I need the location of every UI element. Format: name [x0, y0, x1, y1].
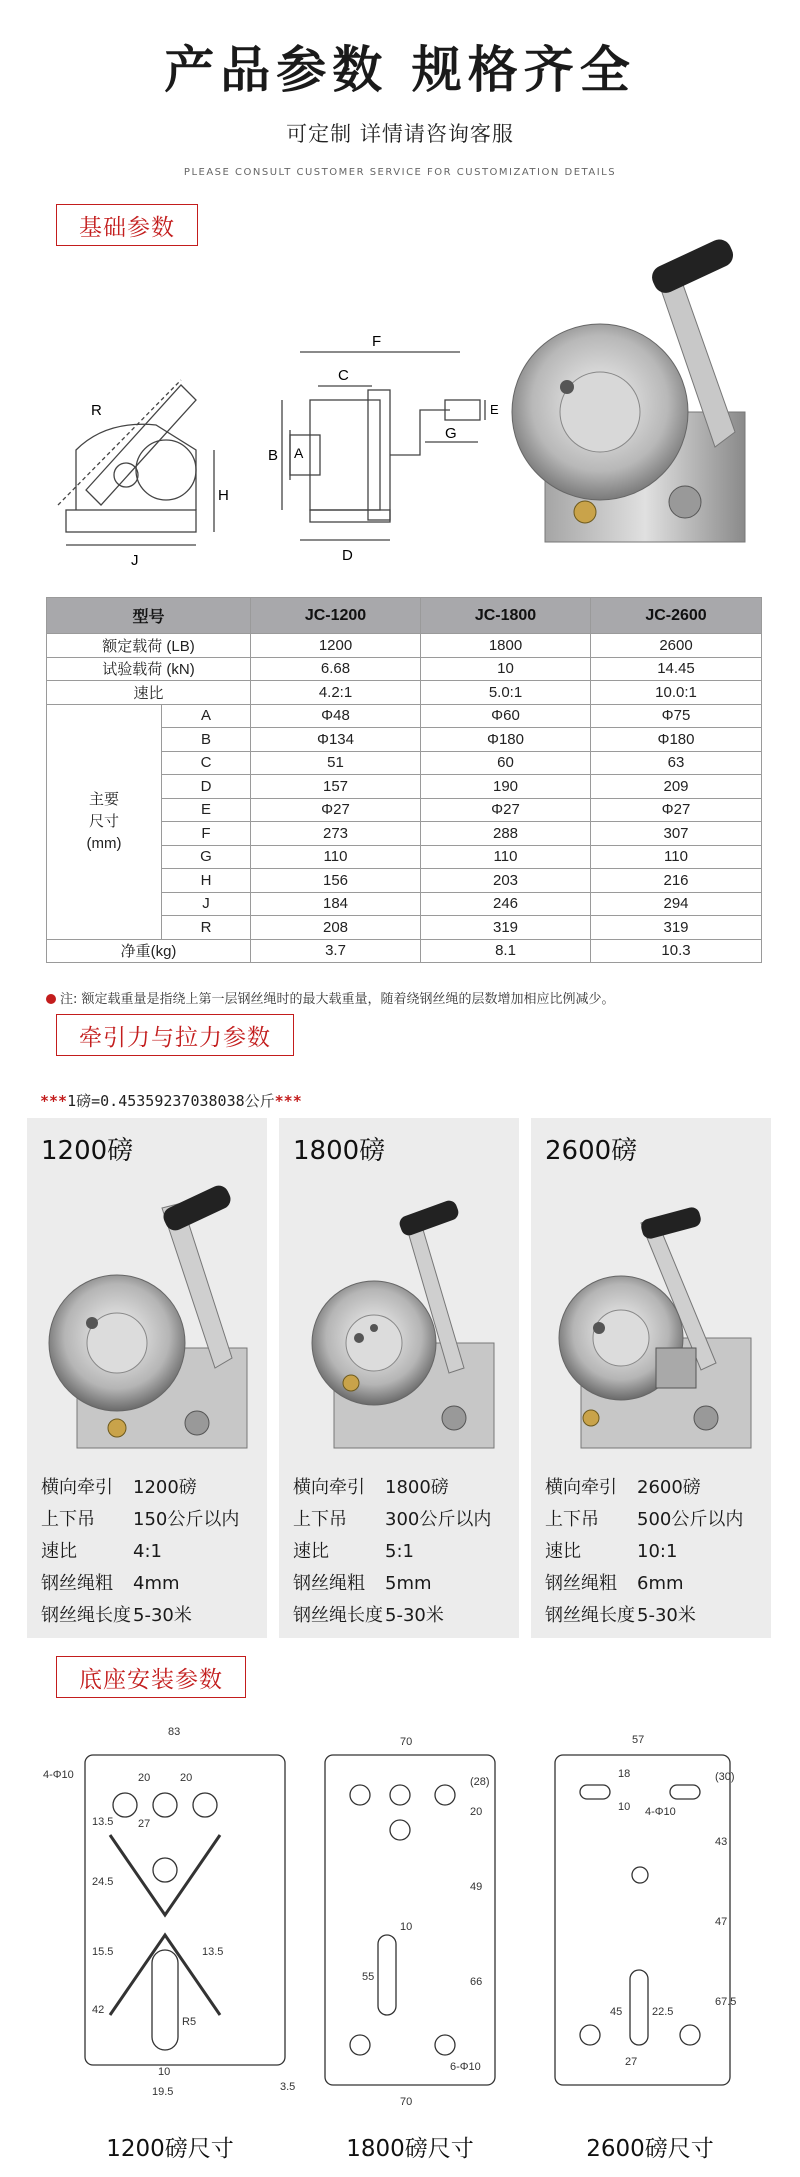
- page-subtitle: 可定制 详情请咨询客服: [286, 122, 514, 146]
- section-title-base: 底座安装参数: [56, 1656, 246, 1698]
- svg-text:(30): (30): [715, 1771, 735, 1783]
- svg-text:66: 66: [470, 1976, 483, 1988]
- table-row: 速比 4.2:1 5.0:1 10.0:1: [47, 681, 762, 705]
- dim-label-a: A: [294, 445, 304, 461]
- dim-label-f: F: [372, 333, 382, 350]
- table-row: 试验载荷 (kN) 6.68 10 14.45: [47, 657, 762, 681]
- dim-label-c: C: [338, 367, 349, 384]
- th-jc2600: JC-2600: [591, 598, 762, 634]
- svg-text:10: 10: [158, 2066, 171, 2078]
- svg-text:70: 70: [400, 1736, 413, 1748]
- svg-text:4-Φ10: 4-Φ10: [43, 1769, 74, 1781]
- svg-text:20: 20: [180, 1772, 193, 1784]
- dim-label-b: B: [268, 447, 279, 464]
- svg-text:55: 55: [362, 1971, 375, 1983]
- card-title: 1200磅: [41, 1136, 134, 1166]
- base-label-2600: 2600磅尺寸: [586, 2136, 714, 2162]
- note-dot-icon: [46, 994, 56, 1004]
- base-plate-1200: [40, 1715, 296, 2115]
- th-model: 型号: [47, 598, 251, 634]
- svg-text:19.5: 19.5: [152, 2086, 174, 2098]
- svg-text:70: 70: [400, 2096, 413, 2108]
- section-title-basic: 基础参数: [56, 204, 198, 246]
- card-title: 1800磅: [293, 1136, 386, 1166]
- dim-label-g: G: [445, 425, 457, 442]
- table-row: J 184 246 294: [47, 892, 762, 916]
- svg-text:(28): (28): [470, 1776, 490, 1788]
- table-row: E Φ27 Φ27 Φ27: [47, 798, 762, 822]
- base-plate-2600: [530, 1715, 760, 2115]
- table-row: G 110 110 110: [47, 845, 762, 869]
- svg-text:13.5: 13.5: [202, 1946, 224, 1958]
- dim-label-h: H: [218, 487, 229, 504]
- svg-text:20: 20: [138, 1772, 151, 1784]
- section-title-force: 牵引力与拉力参数: [56, 1014, 294, 1056]
- spec-table: [46, 597, 762, 963]
- svg-text:27: 27: [625, 2056, 638, 2068]
- winch-photo-1800: [289, 1178, 509, 1478]
- svg-text:6-Φ10: 6-Φ10: [450, 2061, 481, 2073]
- winch-photo-main: [505, 232, 765, 592]
- svg-text:10: 10: [400, 1921, 413, 1933]
- table-row: 净重(kg) 3.7 8.1 10.3: [47, 939, 762, 963]
- table-row: C 51 60 63: [47, 751, 762, 775]
- card-1800: [279, 1118, 519, 1638]
- svg-text:57: 57: [632, 1734, 645, 1746]
- dim-label-j: J: [131, 552, 139, 569]
- svg-text:18: 18: [618, 1768, 631, 1780]
- card-1200: [27, 1118, 267, 1638]
- table-row: D 157 190 209: [47, 775, 762, 799]
- winch-photo-1200: [37, 1178, 257, 1478]
- dim-label-r: R: [91, 402, 102, 419]
- th-jc1200: JC-1200: [251, 598, 421, 634]
- svg-text:10: 10: [618, 1801, 631, 1813]
- svg-text:43: 43: [715, 1836, 728, 1848]
- svg-text:4-Φ10: 4-Φ10: [645, 1806, 676, 1818]
- base-label-1800: 1800磅尺寸: [346, 2136, 474, 2162]
- svg-text:22.5: 22.5: [652, 2006, 674, 2018]
- page-subtitle-en: PLEASE CONSULT CUSTOMER SERVICE FOR CUSTOMIZATION DETAILS: [183, 167, 617, 178]
- dim-group-label: 主要 尺寸 (mm): [47, 704, 162, 939]
- table-row: H 156 203 216: [47, 869, 762, 893]
- table-row: 额定载荷 (LB) 1200 1800 2600: [47, 634, 762, 658]
- svg-text:R5: R5: [182, 2016, 197, 2028]
- svg-text:83: 83: [168, 1726, 181, 1738]
- svg-text:47: 47: [715, 1916, 728, 1928]
- svg-text:20: 20: [470, 1806, 483, 1818]
- dim-label-d: D: [342, 547, 353, 564]
- table-row: F 273 288 307: [47, 822, 762, 846]
- table-row: R 208 319 319: [47, 916, 762, 940]
- svg-text:27: 27: [138, 1818, 151, 1830]
- base-label-1200: 1200磅尺寸: [106, 2136, 234, 2162]
- card-title: 2600磅: [545, 1136, 638, 1166]
- svg-text:3.5: 3.5: [280, 2081, 296, 2093]
- winch-front-drawing: [250, 330, 510, 575]
- page-title: 产品参数 规格齐全: [164, 41, 636, 99]
- svg-text:24.5: 24.5: [92, 1876, 114, 1888]
- table-row: B Φ134 Φ180 Φ180: [47, 728, 762, 752]
- svg-text:15.5: 15.5: [92, 1946, 114, 1958]
- svg-text:49: 49: [470, 1881, 483, 1893]
- dim-label-e: E: [490, 402, 499, 417]
- card-specs: 横向牵引 1200磅 上下吊 150公斤以内 速比 4:1 钢丝绳粗 4mm 钢丝绳长度 5-30米: [27, 1462, 267, 1632]
- svg-text:42: 42: [92, 2004, 105, 2016]
- svg-text:45: 45: [610, 2006, 623, 2018]
- table-row: 主要 尺寸 (mm) A Φ48 Φ60 Φ75: [47, 704, 762, 728]
- svg-text:67.5: 67.5: [715, 1996, 737, 2008]
- base-plate-1800: [300, 1715, 515, 2115]
- card-2600: [531, 1118, 771, 1638]
- winch-side-drawing: [46, 340, 236, 570]
- card-specs: 横向牵引 1800磅 上下吊 300公斤以内 速比 5:1 钢丝绳粗 5mm 钢丝绳长度 5-30米: [279, 1462, 519, 1632]
- th-jc1800: JC-1800: [421, 598, 591, 634]
- unit-conversion: ***1磅=0.45359237038038公斤***: [40, 1092, 302, 1110]
- table-note: 注: 额定载重量是指绕上第一层钢丝绳时的最大载重量，随着绕钢丝绳的层数增加相应比例减少。: [46, 988, 615, 1007]
- svg-text:13.5: 13.5: [92, 1816, 114, 1828]
- card-specs: 横向牵引 2600磅 上下吊 500公斤以内 速比 10:1 钢丝绳粗 6mm 钢丝绳长度 5-30米: [531, 1462, 771, 1632]
- winch-photo-2600: [541, 1178, 761, 1478]
